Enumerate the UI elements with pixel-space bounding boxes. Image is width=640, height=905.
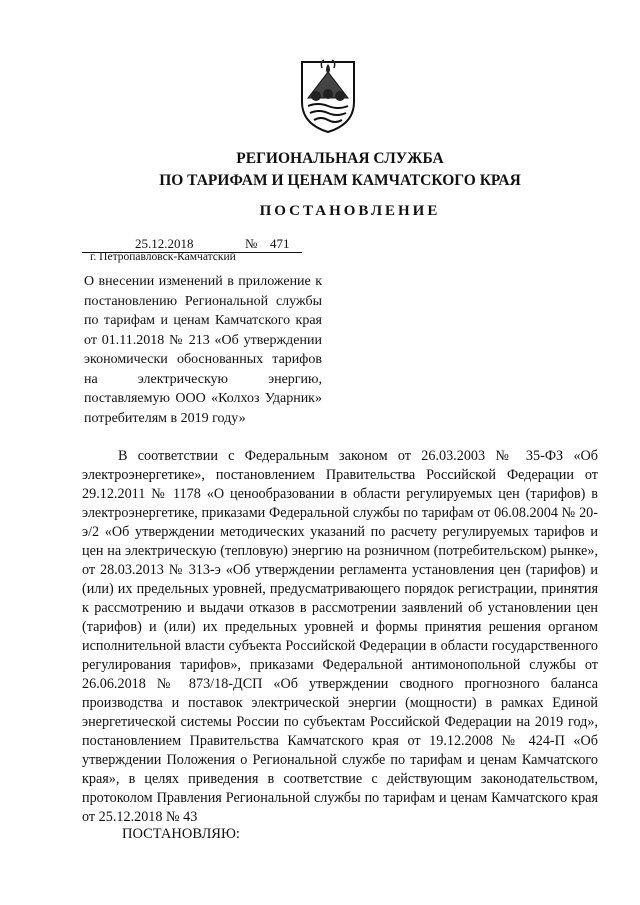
org-line-2: ПО ТАРИФАМ И ЦЕНАМ КАМЧАТСКОГО КРАЯ [159,172,521,189]
document-number: 471 [270,236,290,251]
resolve-heading: ПОСТАНОВЛЯЮ: [122,826,240,842]
body-paragraph: В соответствии с Федеральным законом от 26.03.2003 № 35-ФЗ «Об электроэнергетике», постановлением Правительства Российской Федерации от 29.12.2011 № 1178 «О ценообразовании в области регулируемых цен (тарифов) в электроэнергетике, приказами Федеральной службы по тарифам от 06.08.2004 № 20-э/2 «Об утверждении методических указаний по расчету регулируемых тарифов и цен на электрическую (тепловую) энергию на розничном (потребительском) рынке», от 28.03.2013 № 313-э «Об утверждении регламента установления цен (тарифов) и (или) их предельных уровней, предусматривающего порядок регистрации, принятия к рассмотрению и выдачи отказов в рассмотрении заявлений об установлении цен (тарифов) и (или) их предельных уровней и формы принятия решения органом исполнительной власти субъекта Российской Федерации в области государственного регулирования тарифов», приказами Федеральной антимонопольной службы от 26.06.2018 № 873/18-ДСП «Об утверждении сводного прогнозного баланса производства и поставок электрической энергии (мощности) в рамках Единой энергетической системы России по субъектам Российской Федерации на 2019 год», постановлением Правительства Камчатского края от 19.12.2008 № 424-П «Об утверждении Положения о Региональной службе по тарифам и ценам Камчатского края», в целях приведения в соответствие с действующим законодательством, протоколом Правления Региональной службы по тарифам и ценам Камчатского края от 25.12.2018 № 43 [82,448,598,825]
coat-of-arms-icon [298,58,358,134]
document-type: ПОСТАНОВЛЕНИЕ [259,203,441,219]
document-date: 25.12.2018 [135,236,194,251]
organization-name [0,148,640,192]
document-subject: О внесении изменений в приложение к постановлению Региональной службы по тарифам и ценам Камчатского края от 01.11.2018 № 213 «Об утверждении экономически обоснованных тарифов на электрическую энергию, поставляемую ООО «Колхоз Ударник» потребителям в 2019 году» [84,274,322,426]
number-label: № [245,236,258,251]
org-line-1: РЕГИОНАЛЬНАЯ СЛУЖБА [236,150,444,167]
document-place: г. Петропавловск-Камчатский [90,251,236,263]
